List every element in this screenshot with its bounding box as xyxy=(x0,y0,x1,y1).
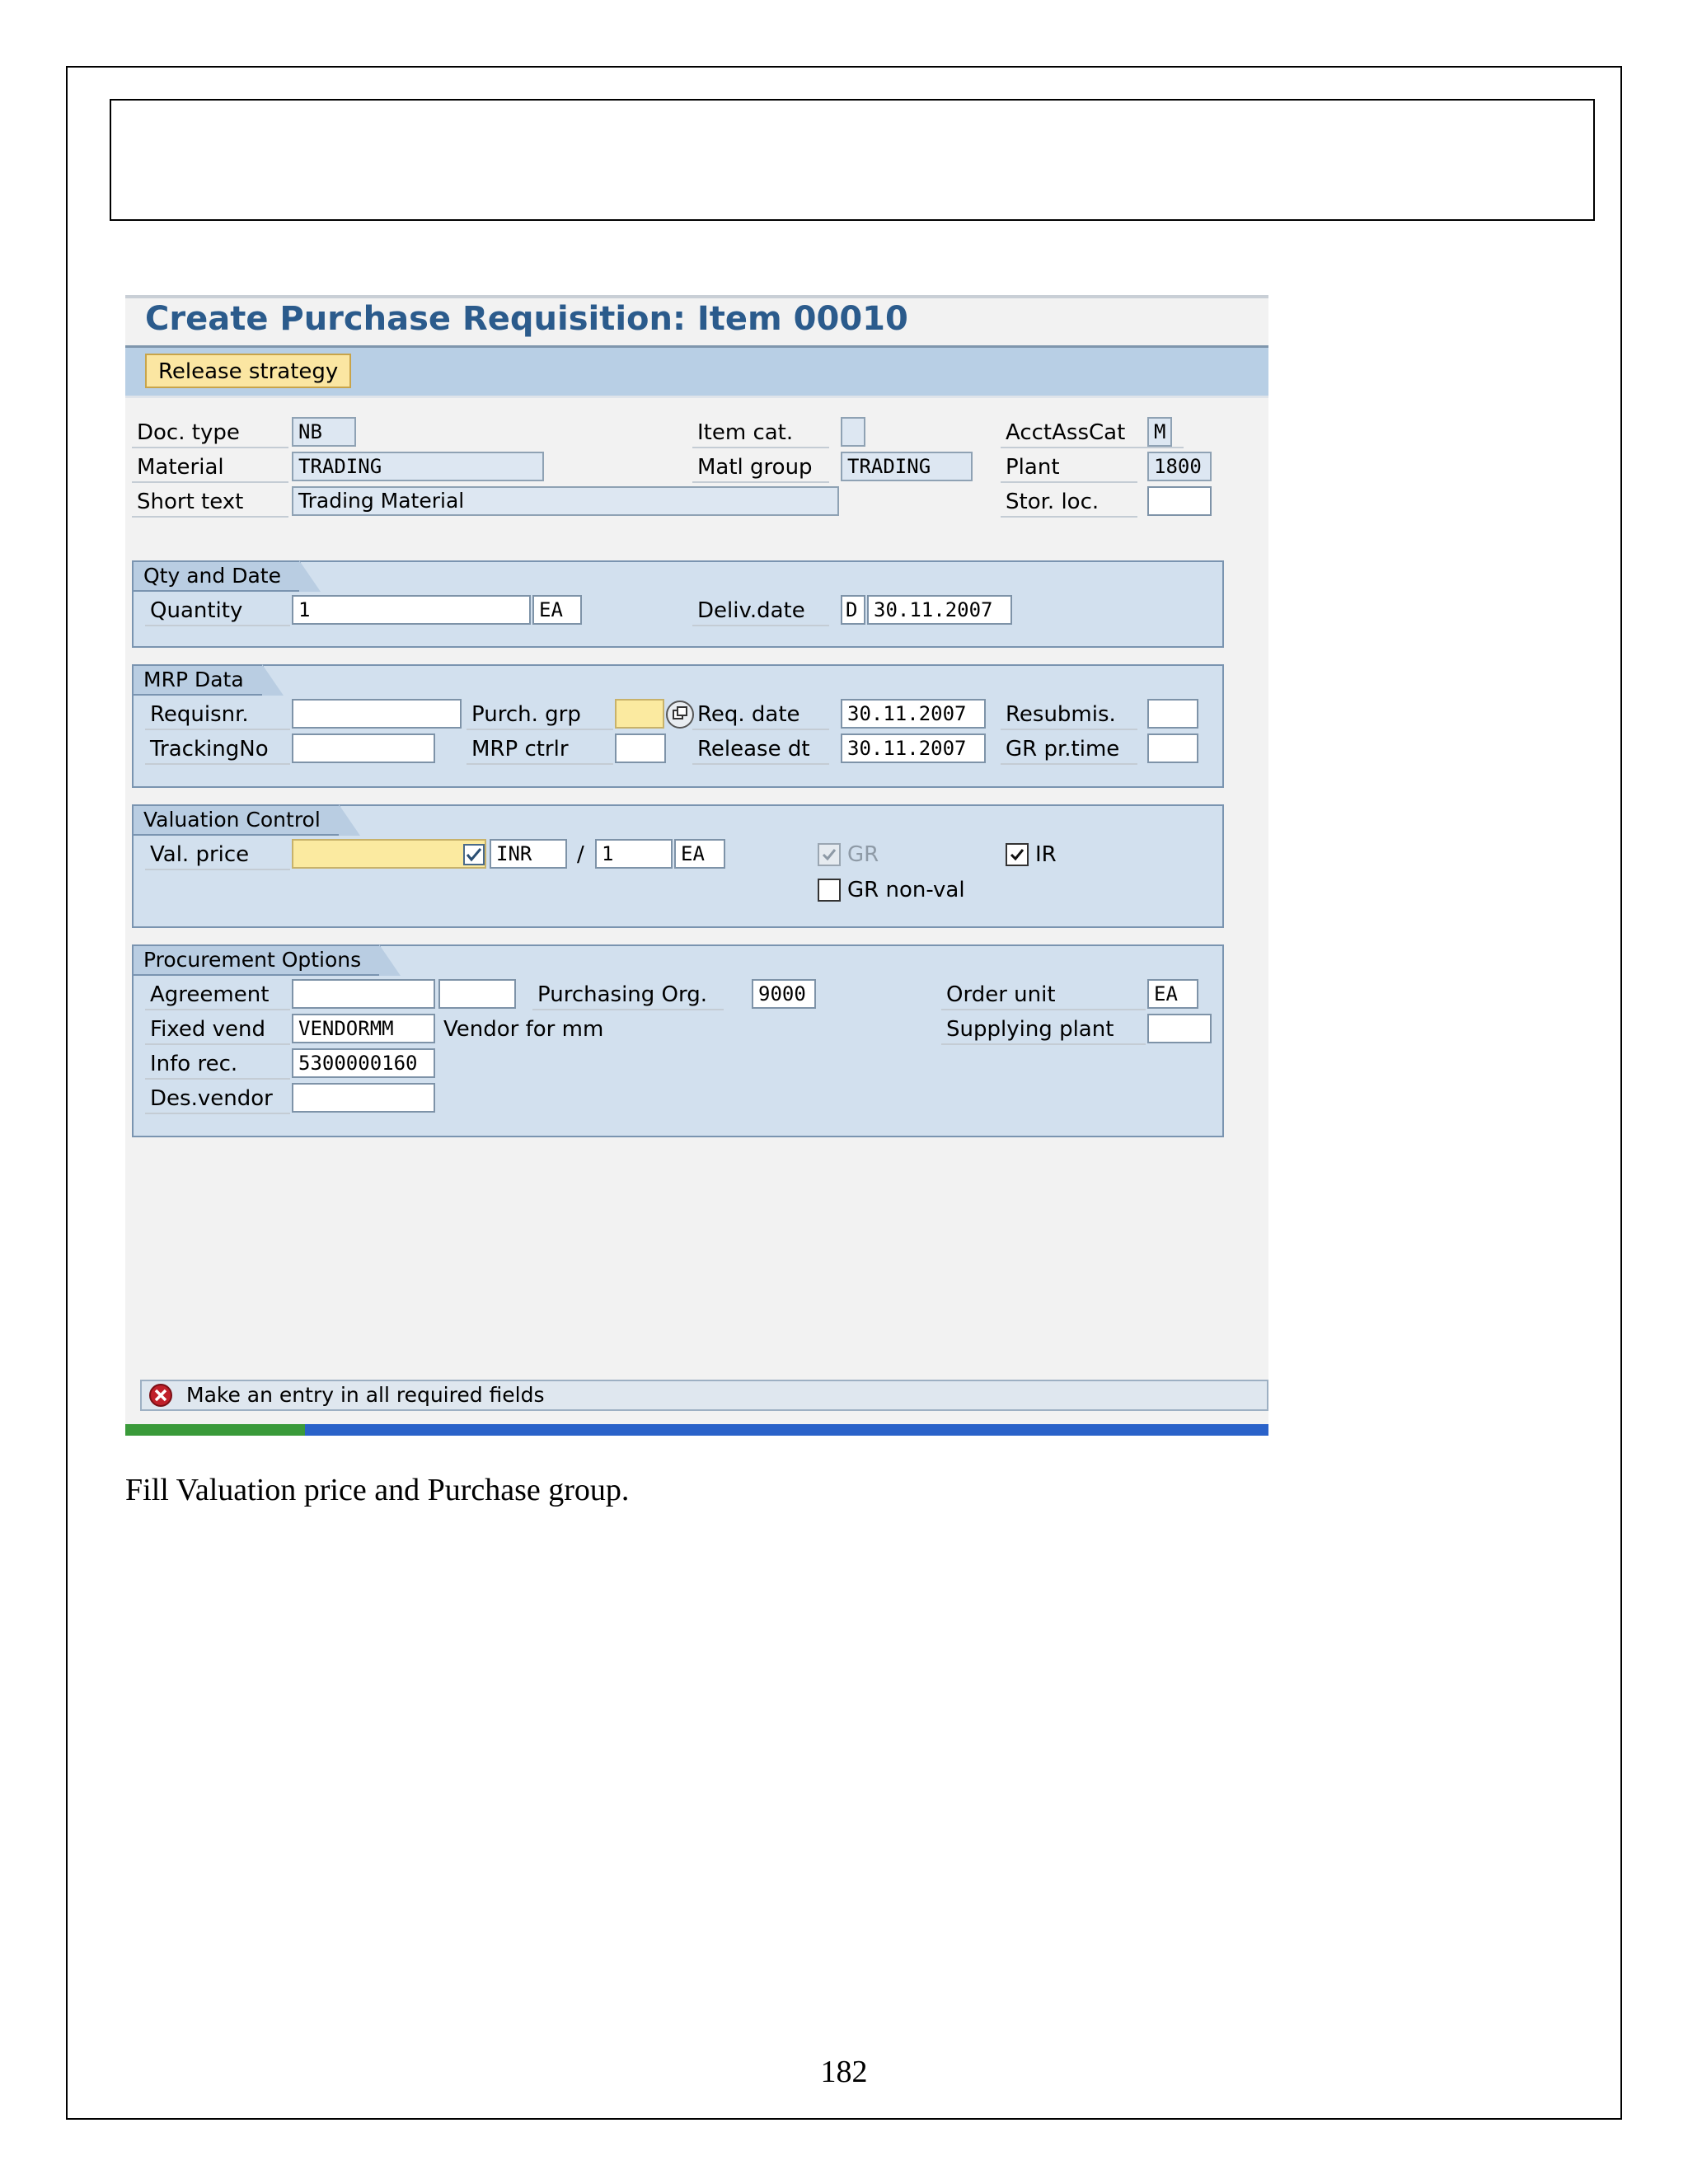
tracking-no-field[interactable] xyxy=(292,733,435,763)
application-toolbar xyxy=(125,348,1268,396)
ir-checkbox[interactable] xyxy=(1006,843,1029,866)
mrp-data-group xyxy=(132,664,1224,788)
date-category-field[interactable]: D xyxy=(841,595,865,625)
purchasing-org-label: Purchasing Org. xyxy=(532,979,724,1010)
short-text-field[interactable]: Trading Material xyxy=(292,486,839,516)
des-vendor-field[interactable] xyxy=(292,1083,435,1113)
per-separator: / xyxy=(577,842,584,867)
gr-nonval-checkbox[interactable] xyxy=(818,879,841,902)
required-entry-icon xyxy=(463,844,485,865)
val-price-field[interactable] xyxy=(292,839,486,869)
material-field[interactable]: TRADING xyxy=(292,452,544,481)
gr-label: GR xyxy=(847,842,879,867)
material-label: Material xyxy=(132,452,288,483)
stor-loc-label: Stor. loc. xyxy=(1001,486,1137,518)
value-help-icon[interactable] xyxy=(664,699,696,730)
mrp-ctrlr-label: MRP ctrlr xyxy=(467,733,613,765)
status-bar xyxy=(140,1380,1268,1411)
gr-check-icon xyxy=(821,846,837,863)
gr-nonval-label: GR non-val xyxy=(847,878,965,902)
purch-grp-label: Purch. grp xyxy=(467,699,613,730)
header-box xyxy=(110,99,1595,221)
sap-screenshot xyxy=(125,295,1268,1436)
agreement-field[interactable] xyxy=(292,979,435,1009)
item-cat-field[interactable] xyxy=(841,417,865,447)
toolbar-shadow xyxy=(125,396,1268,398)
requisnr-field[interactable] xyxy=(292,699,462,729)
acct-ass-cat-label: AcctAssCat xyxy=(1001,417,1184,448)
val-price-label: Val. price xyxy=(145,839,290,870)
vendor-name: Vendor for mm xyxy=(443,1017,604,1042)
screen-title: Create Purchase Requisition: Item 00010 xyxy=(145,300,908,338)
release-dt-field[interactable]: 30.11.2007 xyxy=(841,733,986,763)
gr-prtime-field[interactable] xyxy=(1147,733,1198,763)
quantity-unit-field[interactable]: EA xyxy=(532,595,582,625)
mrp-ctrlr-field[interactable] xyxy=(615,733,666,763)
deliv-date-field[interactable]: 30.11.2007 xyxy=(867,595,1012,625)
resubmis-label: Resubmis. xyxy=(1001,699,1137,730)
qty-date-tab: Qty and Date xyxy=(134,562,301,592)
procurement-options-group xyxy=(132,944,1224,1137)
doc-type-field[interactable]: NB xyxy=(292,417,356,447)
qty-date-group xyxy=(132,560,1224,648)
taskbar-strip xyxy=(125,1424,1268,1436)
procurement-options-tab: Procurement Options xyxy=(134,946,381,976)
mrp-data-tab: MRP Data xyxy=(134,666,264,696)
plant-field[interactable]: 1800 xyxy=(1147,452,1212,481)
tracking-no-label: TrackingNo xyxy=(145,733,290,765)
valuation-control-tab: Valuation Control xyxy=(134,806,340,836)
supplying-plant-field[interactable] xyxy=(1147,1014,1212,1043)
fixed-vend-label: Fixed vend xyxy=(145,1014,290,1045)
currency-field[interactable]: INR xyxy=(490,839,567,869)
order-unit-field[interactable]: EA xyxy=(1147,979,1198,1009)
ir-label: IR xyxy=(1035,842,1057,867)
caption-text: Fill Valuation price and Purchase group. xyxy=(125,1473,630,1507)
quantity-field[interactable]: 1 xyxy=(292,595,531,625)
status-message: Make an entry in all required fields xyxy=(186,1383,545,1407)
purch-grp-field[interactable] xyxy=(615,699,664,729)
matl-group-label: Matl group xyxy=(692,452,829,483)
release-dt-label: Release dt xyxy=(692,733,829,765)
price-unit-field[interactable]: 1 xyxy=(595,839,673,869)
plant-label: Plant xyxy=(1001,452,1137,483)
order-unit-label: Order unit xyxy=(941,979,1146,1010)
taskbar-start-button xyxy=(125,1424,305,1436)
agreement-item-field[interactable] xyxy=(438,979,516,1009)
quantity-label: Quantity xyxy=(145,595,290,626)
info-rec-label: Info rec. xyxy=(145,1048,290,1080)
item-cat-label: Item cat. xyxy=(692,417,829,448)
error-icon xyxy=(148,1383,173,1408)
resubmis-field[interactable] xyxy=(1147,699,1198,729)
stor-loc-field[interactable] xyxy=(1147,486,1212,516)
des-vendor-label: Des.vendor xyxy=(145,1083,290,1114)
purchasing-org-field[interactable]: 9000 xyxy=(752,979,816,1009)
requisnr-label: Requisnr. xyxy=(145,699,290,730)
valuation-control-group xyxy=(132,804,1224,928)
supplying-plant-label: Supplying plant xyxy=(941,1014,1146,1045)
ir-check-icon xyxy=(1009,846,1025,863)
gr-checkbox xyxy=(818,843,841,866)
gr-prtime-label: GR pr.time xyxy=(1001,733,1137,765)
req-date-field[interactable]: 30.11.2007 xyxy=(841,699,986,729)
info-rec-field[interactable]: 5300000160 xyxy=(292,1048,435,1078)
release-strategy-button[interactable]: Release strategy xyxy=(145,354,351,388)
req-date-label: Req. date xyxy=(692,699,829,730)
deliv-date-label: Deliv.date xyxy=(692,595,829,626)
page-number: 182 xyxy=(820,2055,868,2089)
acct-ass-cat-field[interactable]: M xyxy=(1147,417,1172,447)
agreement-label: Agreement xyxy=(145,979,290,1010)
short-text-label: Short text xyxy=(132,486,288,518)
doc-type-label: Doc. type xyxy=(132,417,288,448)
order-price-unit-field[interactable]: EA xyxy=(674,839,725,869)
matl-group-field[interactable]: TRADING xyxy=(841,452,973,481)
fixed-vend-field[interactable]: VENDORMM xyxy=(292,1014,435,1043)
title-top-line xyxy=(125,295,1268,298)
